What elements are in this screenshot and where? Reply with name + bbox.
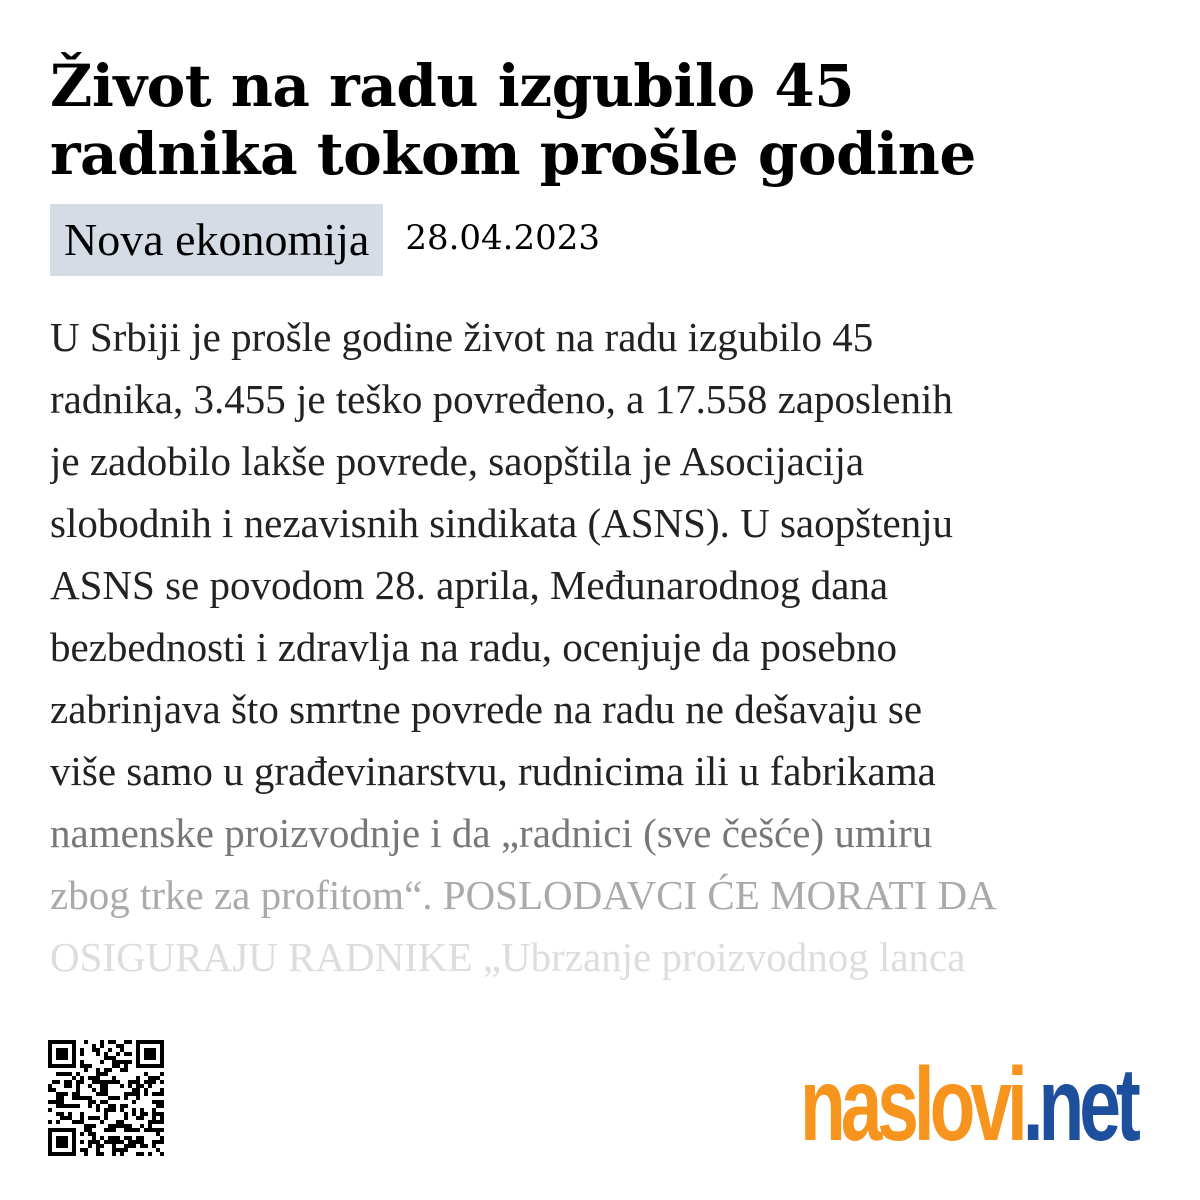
article-body-line: namenske proizvodnje i da „radnici (sve češće) umiru (50, 810, 933, 856)
source-badge[interactable]: Nova ekonomija (50, 204, 383, 276)
article-body-line: zabrinjava što smrtne povrede na radu ne dešavaju se (50, 686, 923, 732)
qr-code-icon[interactable] (48, 1040, 164, 1156)
brand-logo-part-2: .net (1022, 1047, 1136, 1163)
brand-logo-part-1: naslovi (800, 1047, 1023, 1163)
article-body-line: radnika, 3.455 je teško povređeno, a 17.558 zaposlenih (50, 376, 953, 422)
publish-date: 28.04.2023 (405, 218, 600, 258)
article-body-line: zbog trke za profitom“. POSLODAVCI ĆE MORATI DA (50, 872, 997, 918)
brand-logo[interactable] (800, 1047, 1170, 1170)
article-body-line: više samo u građevinarstvu, rudnicima ili u fabrikama (50, 748, 936, 794)
headline[interactable]: Život na radu izgubilo 45 radnika tokom prošle godine (50, 52, 976, 188)
article-body-line: OSIGURAJU RADNIKE „Ubrzanje proizvodnog lanca (50, 934, 966, 980)
article-body-line: ASNS se povodom 28. aprila, Međunarodnog dana (50, 562, 889, 608)
article-body-line: bezbednosti i zdravlja na radu, ocenjuje da posebno (50, 624, 898, 670)
article-body-line: U Srbiji je prošle godine život na radu izgubilo 45 (50, 314, 874, 360)
article-body (50, 306, 1150, 1006)
article-body-line: slobodnih i nezavisnih sindikata (ASNS). U saopštenju (50, 500, 954, 546)
article-meta (50, 204, 1150, 276)
article-body-line: je zadobilo lakše povrede, saopštila je Asocijacija (50, 438, 865, 484)
